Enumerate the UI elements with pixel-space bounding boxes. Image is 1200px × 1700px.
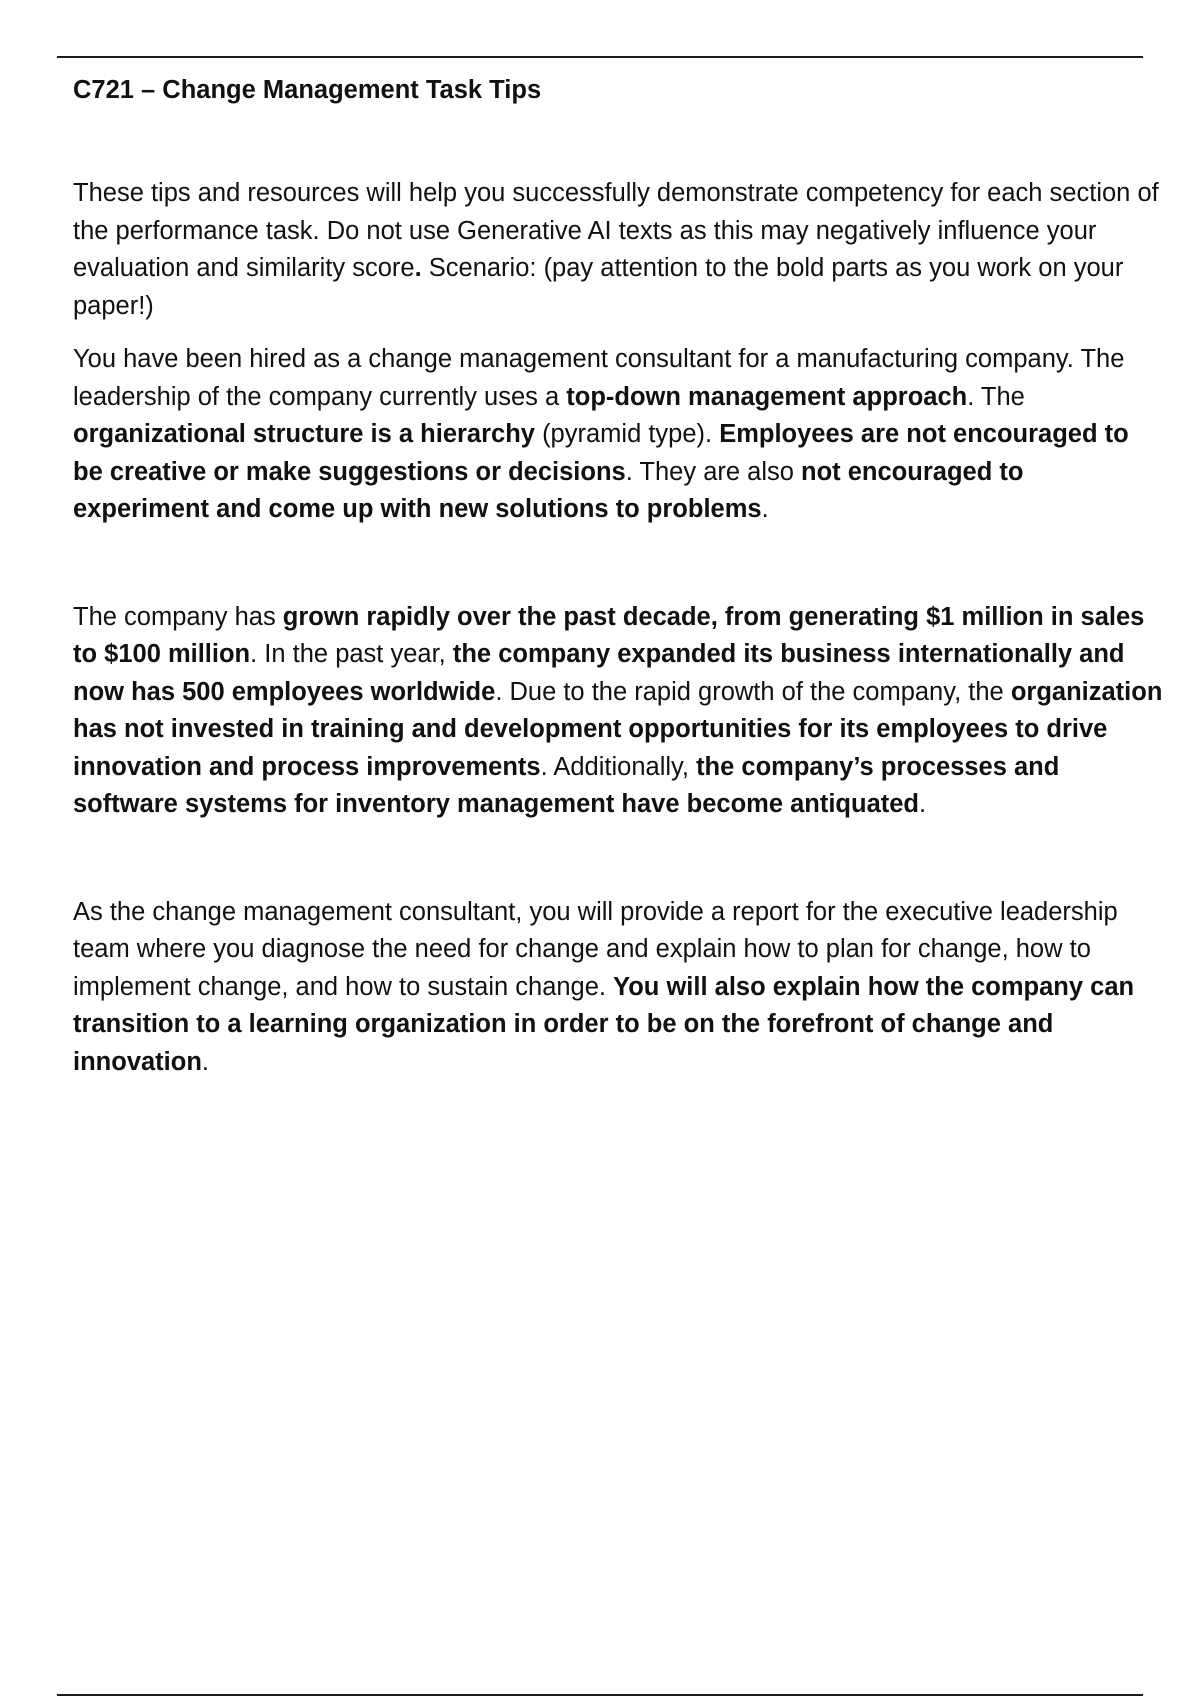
top-rule <box>57 56 1143 58</box>
document-body <box>73 70 1163 1081</box>
bold-text-run: Employees are not encouraged to be creative or make suggestions or decisions <box>73 420 1129 486</box>
bold-text-run: top-down management approach <box>566 382 968 411</box>
text-run: . They are also <box>625 457 802 486</box>
text-run: Scenario: (pay attention to the bold parts as you work on your paper!) <box>73 254 1124 320</box>
text-run: (pyramid type). <box>534 420 720 448</box>
document-title: C721 – Change Management Task Tips <box>73 76 542 104</box>
text-run: . Additionally, <box>540 752 697 781</box>
text-run: . <box>201 1047 210 1076</box>
bold-text-run: organizational structure is a hierarchy <box>73 420 535 448</box>
bold-text-run: organization has not invested in training and development opportunities for its employees to drive innovation and process improvements <box>73 677 1163 781</box>
text-run: . <box>919 790 927 818</box>
bold-text-run: the company expanded its business internationally and now has 500 employees worldwide <box>73 640 1125 706</box>
text-run: As the change management consultant, you will provide a report for the executive leadership team where you diagnose the need for change and explain how to plan for change, how to implement change, and how to sustain change. <box>73 897 1118 1001</box>
text-run: The company has <box>73 602 283 631</box>
text-run: . <box>761 495 769 523</box>
scenario-paragraph <box>73 341 1163 529</box>
intro-paragraph <box>73 175 1163 325</box>
growth-paragraph <box>73 599 1163 824</box>
text-run: . In the past year, <box>250 640 453 668</box>
text-run: You have been hired as a change management consultant for a manufacturing company. The leadership of the company currently uses a <box>73 345 1125 411</box>
bold-text-run: . <box>414 254 422 282</box>
bold-text-run: not encouraged to experiment and come up with new solutions to problems <box>73 457 1024 523</box>
consultant-paragraph <box>73 894 1163 1082</box>
bold-text-run: grown rapidly over the past decade, from generating $1 million in sales to $100 million <box>73 602 1145 668</box>
bold-text-run: the company’s processes and software systems for inventory management have become antiquated <box>73 752 1060 818</box>
text-run: . Due to the rapid growth of the company, the <box>495 677 1011 706</box>
text-run: These tips and resources will help you successfully demonstrate competency for each section of the performance task. Do not use Generative AI texts as this may negatively influence your evaluation and similarity score <box>73 179 1159 282</box>
bottom-rule <box>57 1694 1143 1696</box>
text-run: . The <box>967 382 1025 411</box>
bold-text-run: You will also explain how the company can transition to a learning organization in order to be on the forefront of change and innovation <box>73 972 1135 1076</box>
